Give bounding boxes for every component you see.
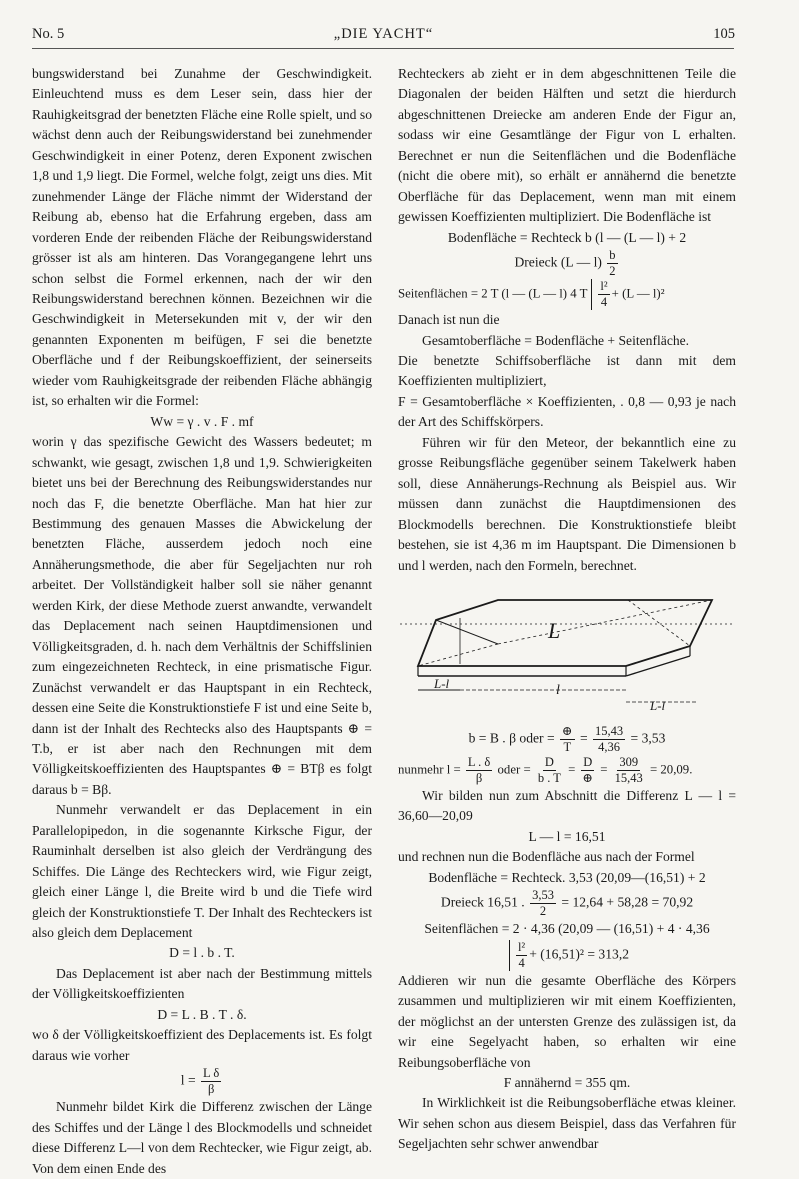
right-column [398, 64, 736, 1155]
figure-label-L-minus-l-left: L-l [434, 675, 450, 691]
paragraph: Nunmehr bildet Kirk die Differenz zwischen der Länge des Schiffes und der Länge l des Blockmodells und schneidet diese Differenz L—l von dem Rechtecker, wie Figur zeigt, ab. Von dem einen Ende des [32, 1099, 372, 1176]
fraction: $\frac{\text{L δ}}{\beta}$ [203, 1066, 220, 1097]
formula-wetted-surface: F = Gesamtoberfläche × Koeffizienten, . 0,8 — 0,93 je nach der Art des Schiffskörpers. [398, 393, 736, 430]
paragraph: worin γ das spezifische Gewicht des Wassers bedeutet; m schwankt, wie gesagt, zwischen 1,8 und 1,9. Schwierigkeiten bietet uns bei der Berechnung des Reibungswiderstandes nur noch das F, die benetzte Oberfläche. Man hat hier zur Bestimmung des genauen Masses die Abwickelung der benetzten Fläche, ausserdem jedoch noch eine Annäherungsmethode, die aber für Segeljachten nur roh arbeitet. Der Vollständigkeit halber soll sie näher genannt werden Kirk, der diese Methode zuerst anwandte, verwandelt das Deplacement nach seinen Hauptdimensionen und Völligkeitsgraden, d. h. nach dem Verhältnis der Schiffslinien zum eingezeichneten Rechteck, in eine prismatische Figur. Zunächst verwandelt er das Hauptspant in ein Rechteck, dessen eine Seite die Konstruktionstiefe F ist und eine Seite b, dann ist der Inhalt des Rechtecks also des Hauptspants ⊕ = T.b, er ist aber nach den Rechnungen mit dem Völligkeitskoeffizienten des Hauptspantes ⊕ = BTβ es folgt daraus b = Bβ. [32, 434, 372, 797]
formula-side-calc-cont: $\frac{\text{l²}}{4}$ + (16,51)² = 313,2 [398, 940, 736, 971]
formula-result: F annähernd = 355 qm. [503, 1074, 631, 1090]
paragraph: Nunmehr verwandelt er das Deplacement in ein Parallelopipedon, in die sogenannte Kirksche Figur, der Rauminhalt derselben ist also gleich der Verdrängung des Schiffes. Die Länge des Rechteckers wird, wie Figur zeigt, gleich einer Länge l, die Breite wird b und die Tiefe wird gleich der Konstruktionstiefe T. Der Inhalt des Rechteckers ist also gleich dem Deplacement [32, 802, 372, 941]
formula-displacement: D = L . B . T . δ. [157, 1006, 247, 1022]
paragraph: Rechteckers ab zieht er in dem abgeschnittenen Teile die Diagonalen der beiden Hälften und setzt die hierdurch abgeschnittenen Dreiecke am anderen Ende der Figur an, sodass wir eine Gesamtlänge der Figur von L erhalten. Berechnet er nun die Seitenflächen und die Bodenfläche (nicht die obere mit), so erhält er annähernd die benetzte Oberfläche für das Deplacement, wenn man mit einem gewissen Koeffizienten multipliziert. Die Bodenfläche ist [398, 66, 736, 225]
figure-label-L: L [548, 617, 561, 643]
paragraph: Danach ist nun die [398, 312, 500, 328]
formula-difference: L — l = 16,51 [528, 828, 606, 844]
formula-resistance: Ww = γ . v . F . mf [150, 413, 254, 429]
paragraph: Führen wir für den Meteor, der bekanntlich eine zu grosse Reibungsfläche gegenüber seinem Takelwerk haben soll, diese Annäherungs-Rechnung als Beispiel aus. Wir müssen dann zunächst die Hauptdimensionen des Blockmodells berechnen. Die Konstruktionstiefe bleibt bestehen, sie ist 4,36 m im Hauptspant. Die Dimensionen b und l werden, nach den Formeln, berechnet. [398, 434, 736, 573]
paragraph: bungswiderstand bei Zunahme der Geschwindigkeit. Einleuchtend muss es dem Leser sein, dass hier der Rauhigkeitsgrad der benetzten Fläche eine Rolle spielt, und so wächst denn auch der Reibungswiderstand bei zunehmender Geschwindigkeit in einer Potenz, deren Exponent zwischen 1,8 und 1,9 liegt. Die Formel, welche folgt, zeigt uns dies. Mit zunehmender Länge der Fläche nimmt der Widerstand der Reibung ab, ebenso hat die Erfahrung ergeben, dass am vorderen Ende der reibenden Fläche der Reibungswiderstand grösser ist als am hinteren. Das Vorangegangene lehrt uns schon selbst die Formel erkennen, nach der wir den Reibungswiderstand berechnen können. Bezeichnen wir die Geschwindigkeit in Metersekunden mit v, der wir den genannten Exponenten m beifügen, F sei die benetzte Oberfläche und f der Reibungskoeffizient, der seinerseits wieder vom Rauhigkeitsgrade der reibenden Fläche abhängig ist, so erhalten wir die Formel: [32, 66, 372, 409]
paragraph: Die benetzte Schiffsoberfläche ist dann mit dem Koeffizienten multipliziert, [398, 352, 736, 389]
formula-l: nunmehr l = $\frac{L . \delta}{\beta}$ oder = $\frac{D}{b . T}$ = $\frac{D}{\oplus}$ = $\frac{309}{15,43}$ = 20,09. [398, 754, 693, 785]
formula-length: l = $\frac{\text{L δ}}{\beta}$ [180, 1066, 220, 1097]
running-header [32, 26, 735, 48]
paragraph: und rechnen nun die Bodenfläche aus nach der Formel [398, 849, 695, 865]
formula-bottom-area: Bodenfläche = Rechteck b (l — (L — l) + 2 [447, 229, 687, 245]
left-column [32, 64, 372, 1179]
header-rule [32, 48, 734, 49]
formula-bottom-calc: Bodenfläche = Rechteck. 3,53 (20,09—(16,51) + 2 [428, 869, 706, 885]
journal-title: „DIE YACHT“ [333, 26, 434, 42]
kirk-figure [398, 584, 736, 714]
page-number: 105 [713, 26, 735, 42]
paragraph: Wir bilden nun zum Abschnitt die Differenz L — l = 36,60—20,09 [398, 787, 736, 824]
formula-triangle: Dreieck (L — l) $\frac{b}{2}$ [514, 248, 616, 279]
fraction: $\frac{b}{2}$ [609, 248, 616, 279]
paragraph: Addieren wir nun die gesamte Oberfläche des Körpers zusammen und multiplizieren wir mit einem Koeffizienten, der möglichst an der untersten Grenze des zulässigen ist, da wir eine Segelyacht haben, so erhalten wir eine Reibungsoberfläche von [398, 972, 736, 1070]
formula-triangle-calc: Dreieck 16,51 . $\frac{3,53}{2}$ = 12,64 + 58,28 = 70,92 [440, 888, 694, 919]
figure-top-outline [418, 600, 712, 666]
figure-label-l: l [556, 682, 560, 698]
paragraph: wo δ der Völligkeitskoeffizient des Deplacements ist. Es folgt daraus wie vorher [32, 1027, 372, 1063]
figure-label-L-minus-l-right: L-l [650, 697, 666, 713]
fraction: $\frac{\text{l²}}{4}$ [600, 279, 608, 310]
formula-side-areas: Seitenflächen = 2 T (l — (L — l) 4 T $\frac{\text{l²}}{4}$ + (L — l)² [398, 279, 665, 310]
formula-b: b = B . β oder = $\frac{\oplus}{T}$ = $\frac{15,43}{4,36}$ = 3,53 [468, 723, 666, 754]
formula-side-calc: Seitenflächen = 2 · 4,36 (20,09 — (16,51) + 4 · 4,36 [424, 921, 710, 937]
issue-number: No. 5 [32, 26, 65, 42]
paragraph: Das Deplacement ist aber nach der Bestimmung mittels der Völligkeitskoeffizienten [32, 965, 372, 1002]
paragraph: In Wirklichkeit ist die Reibungsoberfläche etwas kleiner. Wir sehen schon aus diesem Beispiel, dass das Verfahren für Segeljachten sehr schwer anwendbar [398, 1095, 736, 1152]
formula-total-area: Gesamtoberfläche = Bodenfläche + Seitenfläche. [422, 332, 690, 348]
formula-displacement-block: D = l . b . T. [169, 945, 235, 961]
